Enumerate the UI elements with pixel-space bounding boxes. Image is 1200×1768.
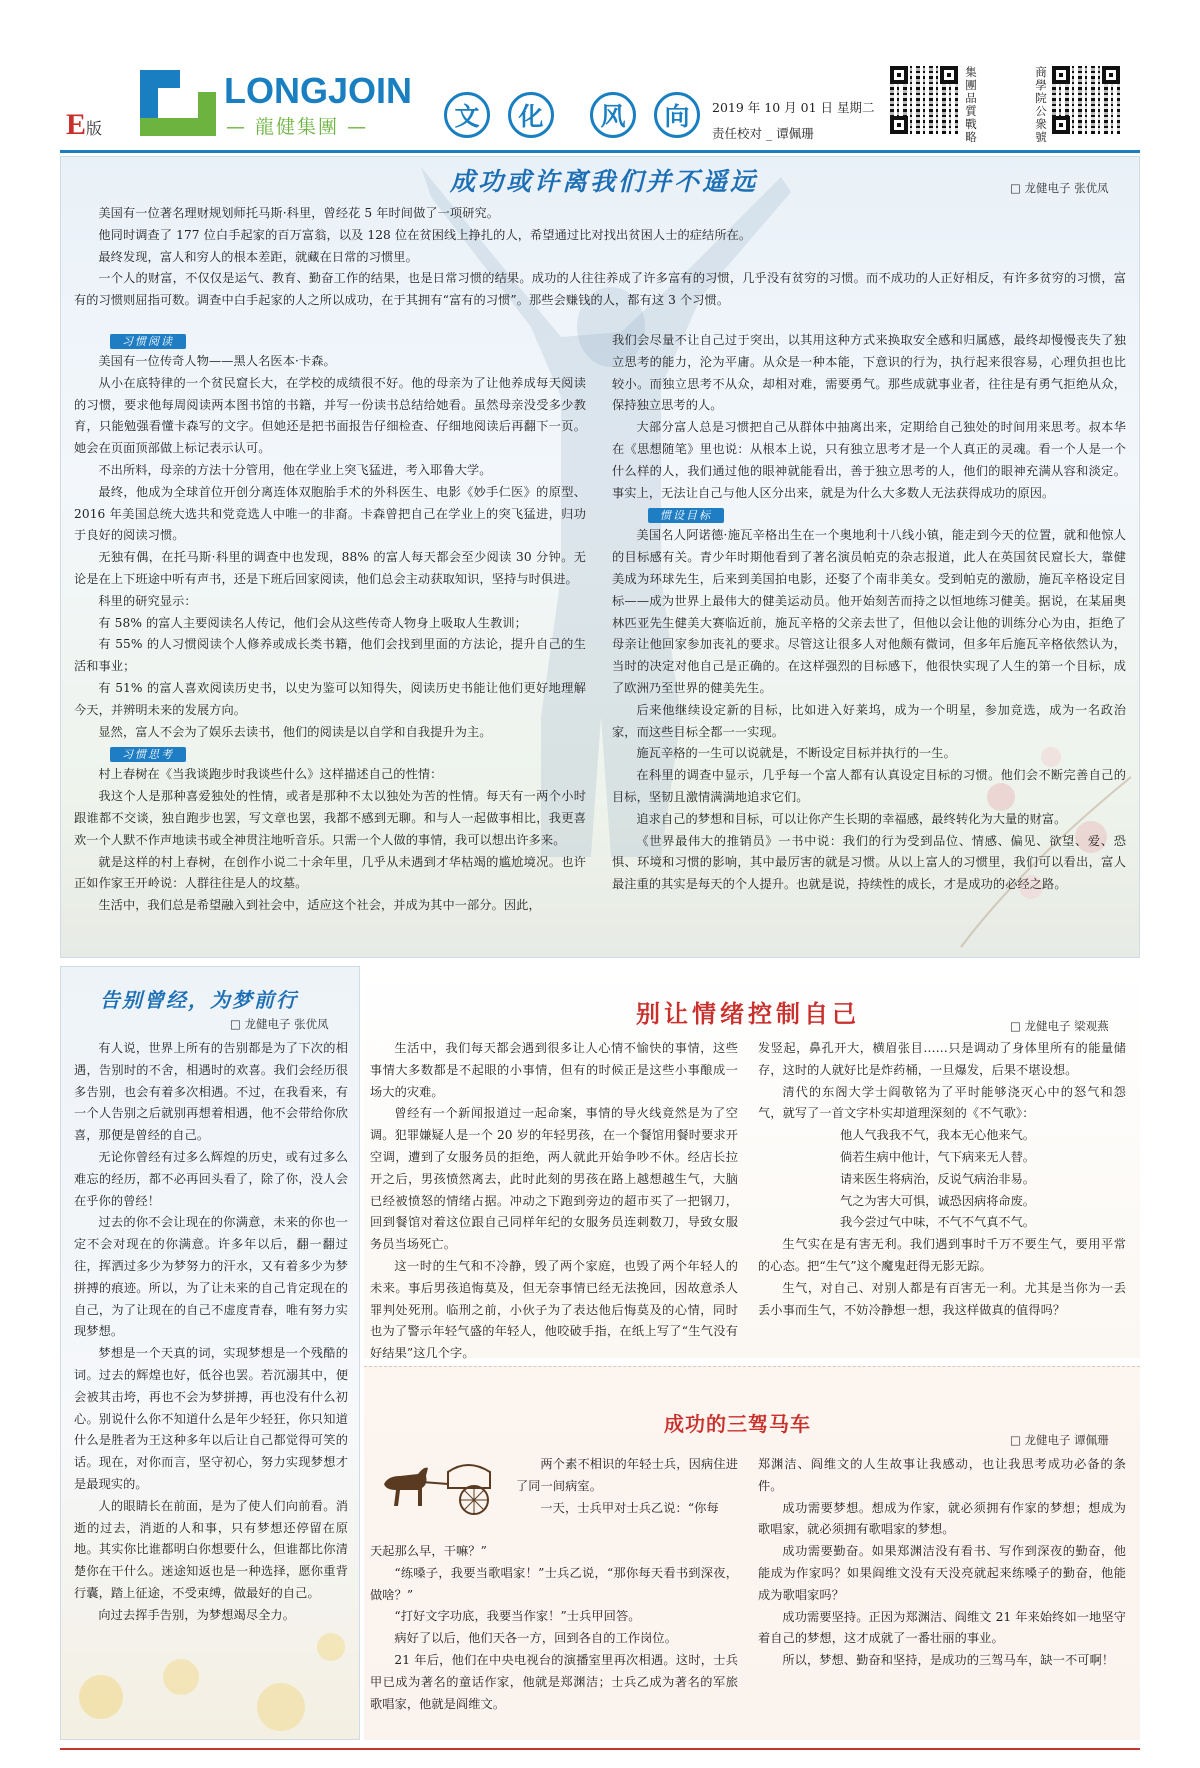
paragraph: 两个素不相识的年轻士兵，因病住进了同一间病室。 xyxy=(516,1457,738,1493)
article4-title: 成功的三驾马车 xyxy=(664,1412,811,1436)
article1-title: 成功或许离我们并不遥远 xyxy=(450,167,759,196)
article4-right-column xyxy=(758,1454,1126,1740)
paragraph: 有 51% 的富人喜欢阅读历史书，以史为鉴可以知得失，阅读历史书能让他们更好地理解今天，并辨明未来的发展方向。 xyxy=(74,680,586,717)
section-tag-reading: 习惯阅读 xyxy=(110,334,186,349)
article2-title: 告别曾经，为梦前行 xyxy=(100,988,298,1012)
paragraph: 天起那么早，干嘛？” xyxy=(370,1544,487,1558)
section-char-1: 文 xyxy=(444,92,490,138)
qr-code-2[interactable] xyxy=(1052,66,1120,134)
paragraph: 有 55% 的人习惯阅读个人修养或成长类书籍，他们会找到里面的方法论，提升自己的生活和事业； xyxy=(74,637,586,674)
poem-line: 倘若生病中他计，气下病来无人替。 xyxy=(840,1149,1035,1164)
paragraph: 一天，士兵甲对士兵乙说：“你每 xyxy=(540,1500,719,1515)
paragraph: 美国有一位著名理财规划师托马斯·科里，曾经花 5 年时间做了一项研究。 xyxy=(98,206,500,220)
paragraph: 美国有一位传奇人物——黑人名医本·卡森。 xyxy=(98,354,336,368)
paragraph: 生活中，我们每天都会遇到很多让人心情不愉快的事情，这些事情大多数都是不起眼的小事情，但有的时候正是这些小事酿成一场大的灾难。 xyxy=(370,1041,738,1099)
article1-byline: □ 龙健电子 张优凤 xyxy=(1010,181,1109,195)
paragraph: 病好了以后，他们天各一方，回到各自的工作岗位。 xyxy=(394,1631,678,1646)
article3-title: 别让情绪控制自己 xyxy=(636,999,860,1028)
paragraph: 梦想是一个天真的词，实现梦想是一个残酷的词。过去的辉煌也好，低谷也罢。若沉溺其中，便会被其击垮，再也不会为梦拼搏，再也没有什么初心。别说什么你不知道什么是年少轻狂，你只知道什么是胜者为王这种多年以后让自己都觉得可笑的话。现在，对你而言，坚守初心，努力实现梦想才是最现实的。 xyxy=(74,1346,348,1491)
paragraph: 科里的研究显示： xyxy=(98,593,197,608)
logo-mark xyxy=(140,70,216,136)
paragraph: 曾经有一个新闻报道过一起命案，事情的导火线竟然是为了空调。犯罪嫌疑人是一个 20 岁的年轻男孩，在一个餐馆用餐时要求开空调，遭到了女服务员的拒绝，两人就此开始争吵不休。经店长拉开之后，男孩愤然离去，此时此刻的男孩在路上越想越生气，大脑已经被愤怒的情绪占据。冲动之下跑到旁边的超市买了一把钢刀，回到餐馆对着这位跟自己同样年纪的女服务员连刺数刀，导致女服务员当场死亡。 xyxy=(370,1106,738,1252)
issue-date: 2019 年 10 月 01 日 星期二 xyxy=(712,100,875,115)
paragraph: 《世界最伟大的推销员》一书中说：我们的行为受到品位、情感、偏见、欲望、爱、恐惧、环境和习惯的影响，其中最厉害的就是习惯。从以上富人的习惯里，我们可以看出，富人最注重的其实是每天的个人提升。也就是说，持续性的成长，才是成功的必经之路。 xyxy=(612,833,1126,892)
poem-line: 气之为害大可惧，诚恐因病将命废。 xyxy=(840,1193,1035,1208)
section-char-4: 向 xyxy=(654,92,700,138)
paragraph: 成功需要勤奋。如果郑渊洁没有看书、写作到深夜的勤奋，他能成为作家吗？如果阎维文没有天没亮就起来练嗓子的勤奋，他能成为歌唱家吗？ xyxy=(758,1544,1126,1602)
paragraph: 我们会尽量不让自己过于突出，以其用这种方式来换取安全感和归属感，最终却慢慢丧失了独立思考的能力，沦为平庸。从众是一种本能，下意识的行为，执行起来很容易，心理负担也比较小。而独立思考不从众，却相对难，需要勇气。那些成就事业者，往往是有勇气拒绝从众，保持独立思考的人。 xyxy=(612,333,1126,413)
article2-body xyxy=(74,1038,348,1738)
paragraph: 大部分富人总是习惯把自己从群体中抽离出来，定期给自己独处的时间用来思考。叔本华在《思想随笔》里也说：从根本上说，只有独立思考才是一个人真正的灵魂。看一个人是一个什么样的人，我们通过他的眼神就能看出，善于独立思考的人，他们的眼神充满从容和淡定。事实上，无法让自己与他人区分出来，就是为什么大多数人无法获得成功的原因。 xyxy=(612,420,1126,500)
paragraph: 过去的你不会让现在的你满意，未来的你也一定不会对现在的你满意。许多年以后，翻一翻过往，挥洒过多少为梦努力的汗水，又有着多少为梦拼搏的痕迹。所以，为了让未来的自己肯定现在的自己，为了让现在的自己不虚度青春，唯有努力实现梦想。 xyxy=(74,1215,348,1339)
header-rule xyxy=(60,150,1140,153)
article3-byline: □ 龙健电子 梁观燕 xyxy=(1010,1019,1109,1033)
paragraph: 成功需要坚持。正因为郑渊洁、阎维文 21 年来始终如一地坚守着自己的梦想，这才成就了一番壮丽的事业。 xyxy=(758,1609,1126,1646)
paragraph: 人的眼睛长在前面，是为了使人们向前看。消逝的过去，消逝的人和事，只有梦想还停留在原地。其实你比谁都明白你想要什么，但谁都比你清楚你在干什么。迷途知返也是一种选择，愿你重背行囊，踏上征途，不受束缚，做最好的自己。 xyxy=(74,1498,348,1600)
section-char-3: 风 xyxy=(590,92,636,138)
paragraph: 生气，对自己、对别人都是有百害无一利。尤其是当你为一丢丢小事而生气，不妨冷静想一想，我这样做真的值得吗？ xyxy=(758,1280,1126,1317)
editor-credit: 责任校对 _ 谭佩珊 xyxy=(712,126,814,141)
paragraph: 我这个人是那种喜爱独处的性情，或者是那种不太以独处为苦的性情。每天有一两个小时跟谁都不交谈，独自跑步也罢，写文章也罢，我都不感到无聊。和与人一起做事相比，我更喜欢一个人默不作声地读书或全神贯注地听音乐。只需一个人做的事情，我可以想出许多来。 xyxy=(74,789,586,847)
paragraph: 无论你曾经有过多么辉煌的历史，或有过多么难忘的经历，都不必再回头看了，除了你，没人会在乎你的曾经！ xyxy=(74,1149,348,1208)
article2-byline: □ 龙健电子 张优凤 xyxy=(230,1017,329,1031)
paragraph: 最终发现，富人和穷人的根本差距，就藏在日常的习惯里。 xyxy=(98,249,418,264)
qr1-label: 集團品質戰略 xyxy=(965,65,977,144)
section-tag-thinking: 习惯思考 xyxy=(110,747,186,762)
section-tag-goals: 惯设目标 xyxy=(648,508,724,523)
paragraph: 这一时的生气和不冷静，毁了两个家庭，也毁了两个年轻人的未来。事后男孩追悔莫及，但无奈事情已经无法挽回，因故意杀人罪判处死刑。临刑之前，小伙子为了表达他后悔莫及的心情，同时也为了警示年轻气盛的年轻人，他咬破手指，在纸上写了“生气没有好结果”这几个字。 xyxy=(370,1258,738,1361)
paragraph: 无独有偶，在托马斯·科里的调查中也发现，88% 的富人每天都会至少阅读 30 分钟。无论是在上下班途中听有声书，还是下班后回家阅读，他们总会主动获取知识，坚持与时俱进。 xyxy=(74,550,586,586)
paragraph: 就是这样的村上春树，在创作小说二十余年里，几乎从未遇到才华枯竭的尴尬境况。也许正如作家王开岭说：人群往往是人的坟墓。 xyxy=(74,854,586,891)
article1-left-column xyxy=(74,330,586,955)
paragraph: 最终，他成为全球首位开创分离连体双胞胎手术的外科医生、电影《妙手仁医》的原型、2016 年美国总统大选共和党竞选人中唯一的非裔。卡森曾把自己在学业上的突飞猛进，归功于良好的阅读习惯。 xyxy=(74,484,586,543)
logo-text-cn: — 龍健集團 — xyxy=(226,116,369,138)
article4-left-top xyxy=(516,1454,738,1519)
paragraph: 郑渊洁、阎维文的人生故事让我感动，也让我思考成功必备的条件。 xyxy=(758,1457,1126,1493)
article1-intro xyxy=(74,203,1126,312)
article4-byline: □ 龙健电子 谭佩珊 xyxy=(1010,1433,1109,1447)
paragraph: 施瓦辛格的一生可以说就是，不断设定目标并执行的一生。 xyxy=(636,746,956,761)
paragraph: 生活中，我们总是希望融入到社会中，适应这个社会，并成为其中一部分。因此， xyxy=(98,898,541,913)
paragraph: 所以，梦想、勤奋和坚持，是成功的三驾马车，缺一不可啊！ xyxy=(782,1653,1115,1668)
paragraph: 不出所料，母亲的方法十分管用，他在学业上突飞猛进，考入耶鲁大学。 xyxy=(98,462,492,477)
paragraph: 美国名人阿诺德·施瓦辛格出生在一个奥地利十八线小镇，能走到今天的位置，就和他惊人的目标感有关。青少年时期他看到了著名演员帕克的杂志报道，此人在英国贫民窟长大，靠健美成为环球先生，后来到美国拍电影，还娶了个南非美女。受到帕克的激励，施瓦辛格设定目标——成为世界上最伟大的健美运动员。他开始刻苦而持之以恒地练习健美。据说，在某届奥林匹亚先生健美大赛临近前，施瓦辛格的父亲去世了，但他以会让他的训练分心为由，拒绝了母亲让他回家参加丧礼的要求。尽管这让很多人对他颇有微词，但多年后施瓦辛格依然认为，当时的决定对他自己是正确的。在这样强烈的目标感下，他很快实现了人生的第一个目标，成了欧洲乃至世界的健美先生。 xyxy=(612,528,1126,695)
article3-right-column xyxy=(758,1038,1126,1354)
logo-text-en: LONGJOIN xyxy=(224,70,413,111)
paragraph: 成功需要梦想。想成为作家，就必须拥有作家的梦想；想成为歌唱家，就必须拥有歌唱家的梦想。 xyxy=(758,1500,1126,1537)
paragraph: 发竖起，鼻孔开大，横眉张目……只是调动了身体里所有的能量储存，这时的人就好比是炸药桶，一旦爆发，后果不堪设想。 xyxy=(758,1041,1126,1077)
paragraph: “打好文字功底，我要当作家！”士兵甲回答。 xyxy=(394,1609,641,1624)
article4-left-column xyxy=(370,1541,738,1741)
section-char-2: 化 xyxy=(508,92,554,138)
paragraph: 追求自己的梦想和目标，可以让你产生长期的幸福感，最终转化为大量的财富。 xyxy=(636,811,1067,826)
paragraph: 后来他继续设定新的目标，比如进入好莱坞，成为一个明星，参加竞选，成为一名政治家，而这些目标全都一一实现。 xyxy=(612,702,1126,739)
paragraph: 从小在底特律的一个贫民窟长大，在学校的成绩很不好。他的母亲为了让他养成每天阅读的习惯，要求他每周阅读两本图书馆的书籍，并写一份读书总结给她看。虽然母亲没受多少教育，只能勉强看懂卡森写的文字。但她还是把书面报告仔细检查、仔细地阅读后再翻下一页。她会在页面顶部做上标记表示认可。 xyxy=(74,375,586,456)
horse-carriage-illustration xyxy=(378,1454,510,1518)
poem-line: 请来医生将病治，反说气病治非易。 xyxy=(840,1171,1035,1186)
article3-left-column xyxy=(370,1038,738,1361)
paragraph: 显然，富人不会为了娱乐去读书，他们的阅读是以自学和自我提升为主。 xyxy=(98,724,492,739)
header xyxy=(0,0,1200,150)
paragraph: 一个人的财富，不仅仅是运气、教育、勤奋工作的结果，也是日常习惯的结果。成功的人往往养成了许多富有的习惯，几乎没有贫穷的习惯。而不成功的人正好相反，有许多贫穷的习惯，富有的习惯则屈指可数。调查中白手起家的人之所以成功，在于其拥有“富有的习惯”。那些会赚钱的人，都有这 3 个习惯。 xyxy=(74,271,1126,308)
edition-label: E版 xyxy=(66,108,103,141)
qr-code-1[interactable] xyxy=(890,66,958,134)
paragraph: 清代的东阁大学士阎敬铭为了平时能够浇灭心中的怒气和怨气，就写了一首文字朴实却道理深刻的《不气歌》： xyxy=(758,1084,1126,1121)
article1-right-column xyxy=(612,330,1126,955)
footer-rule xyxy=(60,1748,1140,1750)
qr2-label: 商學院公衆號 xyxy=(1035,65,1047,144)
paragraph: 生气实在是有害无利。我们遇到事时千万不要生气，要用平常的心态。把“生气”这个魔鬼赶得无影无踪。 xyxy=(758,1237,1126,1273)
paragraph: “练嗓子，我要当歌唱家！”士兵乙说，“那你每天看书到深夜，做啥？” xyxy=(370,1565,738,1602)
poem-line: 我今尝过气中味，不气不气真不气。 xyxy=(840,1215,1035,1230)
poem-line: 他人气我我不气，我本无心他来气。 xyxy=(840,1128,1035,1143)
paragraph: 21 年后，他们在中央电视台的演播室里再次相遇。这时，士兵甲已成为著名的童话作家，他就是郑渊洁；士兵乙成为著名的军旅歌唱家，他就是阎维文。 xyxy=(370,1652,738,1711)
paragraph: 村上春树在《当我谈跑步时我谈些什么》这样描述自己的性情： xyxy=(98,767,443,782)
paragraph: 他同时调查了 177 位白手起家的百万富翁，以及 128 位在贫困线上挣扎的人，希望通过比对找出贫困人士的症结所在。 xyxy=(98,227,752,242)
paragraph: 在科里的调查中显示，几乎每一个富人都有认真设定目标的习惯。他们会不断完善自己的目标，坚韧且激情满满地追求它们。 xyxy=(612,768,1126,804)
paragraph: 向过去挥手告别，为梦想竭尽全力。 xyxy=(98,1607,295,1622)
paragraph: 有人说，世界上所有的告别都是为了下次的相遇，告别时的不舍，相遇时的欢喜。我们会经历很多告别，也会有着多次相遇。不过，在我看来，有一个人告别之后就别再想着相遇，他不会带给你欣喜，那便是曾经的自己。 xyxy=(74,1041,348,1143)
paragraph: 有 58% 的富人主要阅读名人传记，他们会从这些传奇人物身上吸取人生教训； xyxy=(98,615,527,630)
